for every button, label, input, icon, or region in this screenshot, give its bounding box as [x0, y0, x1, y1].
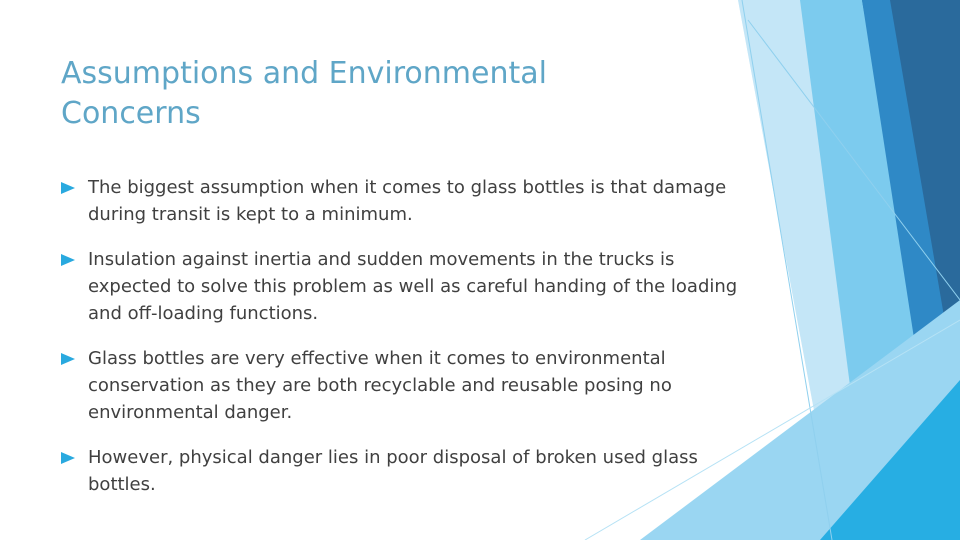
- triangle-bullet-icon: [61, 452, 75, 464]
- bullet-text-3: Glass bottles are very effective when it comes to environmental conservation as they are both recyclable and reusable posing no environmental danger.: [88, 348, 672, 423]
- bullet-item-2: [61, 246, 741, 327]
- title-line-1: Assumptions and Environmental: [61, 56, 547, 91]
- bullet-text-1: The biggest assumption when it comes to glass bottles is that damage during transit is kept to a minimum.: [88, 177, 727, 225]
- bullet-list: [61, 174, 741, 516]
- triangle-bullet-icon: [61, 353, 75, 365]
- bullet-item-4: [61, 444, 741, 498]
- bullet-item-3: [61, 345, 741, 426]
- slide-title: [61, 54, 681, 134]
- bullet-text-2: Insulation against inertia and sudden movements in the trucks is expected to solve this problem as well as careful handing of the loading and off-loading functions.: [88, 249, 738, 324]
- triangle-bullet-icon: [61, 182, 75, 194]
- triangle-bullet-icon: [61, 254, 75, 266]
- title-line-2: Concerns: [61, 96, 201, 131]
- bullet-item-1: [61, 174, 741, 228]
- bullet-text-4: However, physical danger lies in poor disposal of broken used glass bottles.: [88, 447, 698, 495]
